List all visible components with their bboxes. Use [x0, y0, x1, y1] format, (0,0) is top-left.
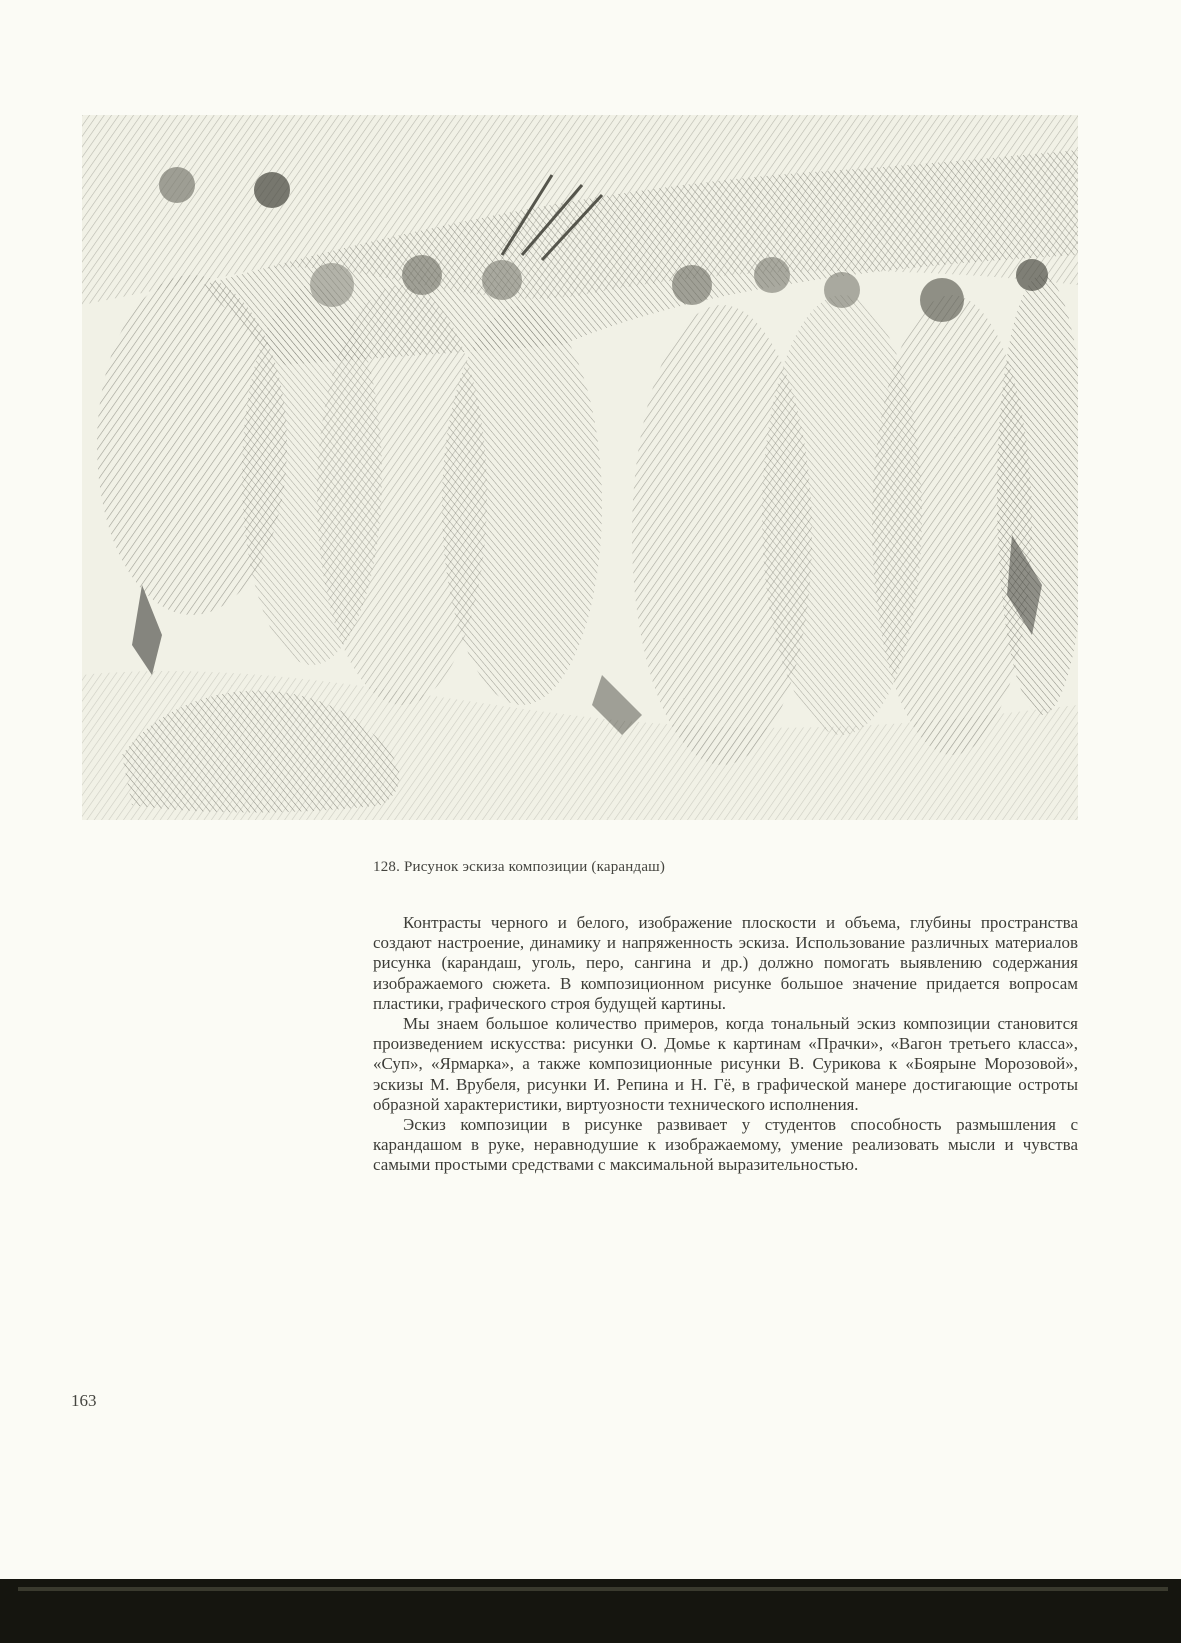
scan-edge-line	[18, 1587, 1168, 1591]
paragraph: Контрасты черного и белого, изображение плоскости и объема, глубины пространства создают настроение, динамику и напряженность эскиза. Использование различных материалов рисунка (карандаш, уголь, перо, сангина и др.) должно помогать выявлению содержания изображаемого сюжета. В композиционном рисунке большое значение придается вопросам пластики, графического строя будущей картины.	[373, 913, 1078, 1013]
figure-caption: 128. Рисунок эскиза композиции (карандаш)	[373, 859, 666, 875]
sketch-drawing	[82, 115, 1078, 820]
page-number: 163	[71, 1391, 97, 1410]
paragraph: Эскиз композиции в рисунке развивает у студентов способность размышления с карандашом в руке, неравнодушие к изображаемому, умение реализовать мысли и чувства самыми простыми средствами с максимальной выразительностью.	[373, 1115, 1078, 1175]
paragraph: Мы знаем большое количество примеров, когда тональный эскиз композиции становится произведением искусства: рисунки О. Домье к картинам «Прачки», «Вагон третьего класса», «Суп», «Ярмарка», а также композиционные рисунки В. Сурикова к «Боярыне Морозовой», эскизы М. Врубеля, рисунки И. Репина и Н. Гё, в графической манере достигающие остроты образной характеристики, виртуозности технического исполнения.	[373, 1014, 1078, 1114]
body-text	[373, 913, 1078, 1176]
pencil-sketch-illustration	[82, 115, 1078, 820]
scan-edge-band	[0, 1579, 1181, 1643]
